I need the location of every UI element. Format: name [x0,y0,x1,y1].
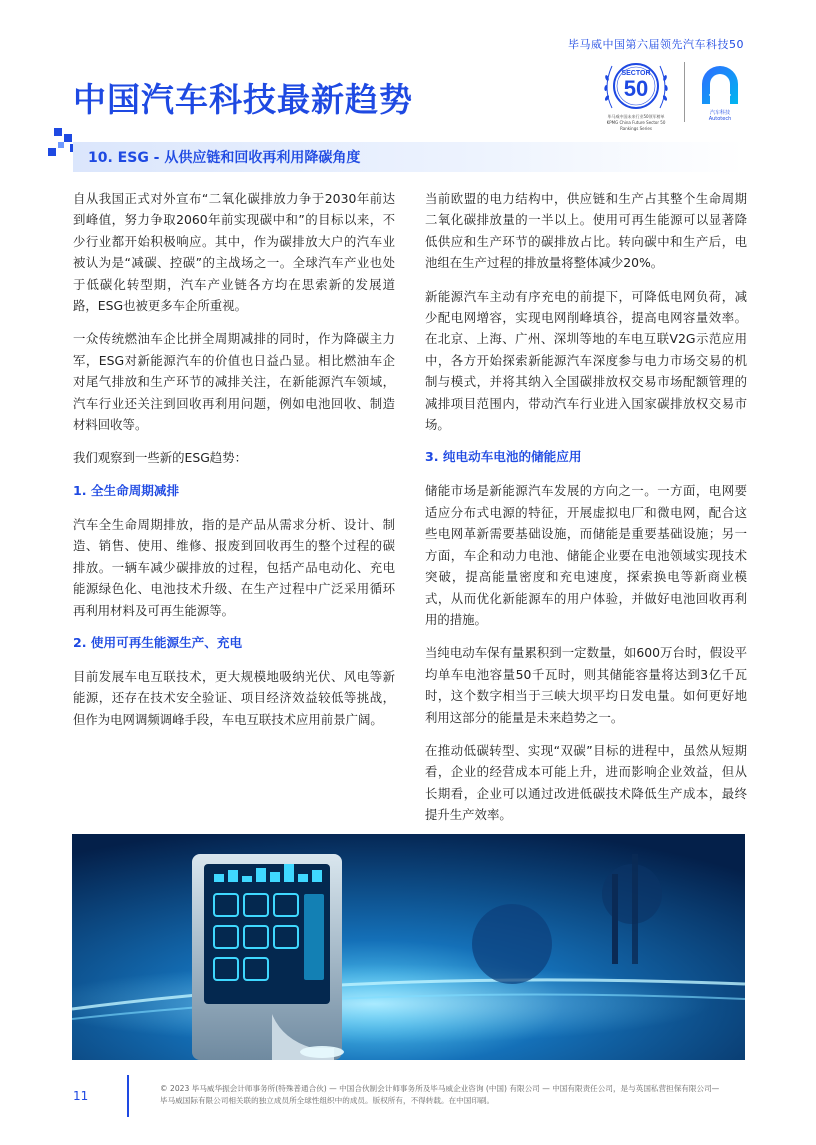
left-column [73,188,395,742]
subheading: 1. 全生命周期减排 [73,482,180,498]
copyright-line-1: © 2023 毕马威华振会计师事务所(特殊普通合伙) — 中国合伙制会计师事务所及毕马威企业咨询 (中国) 有限公司 — 中国有限责任公司，是与英国私营担保有限公司— [160,1084,720,1093]
copyright-notice [160,1083,760,1107]
subheading: 2. 使用可再生能源生产、充电 [73,634,243,650]
paragraph: 储能市场是新能源汽车发展的方向之一。一方面，电网要适应分布式电源的特征，开展虚拟电厂和微电网，配合这些电网革新需要基础设施，而储能是重要基础设施；另一方面，车企和动力电池、储能企业要在电池领域实现技术突破，提高能量密度和充电速度，探索换电等新商业模式，从而优化新能源车的用户体验，并做好电池回收再利用的措施。 [425,483,747,627]
seal-text-big: 50 [623,76,649,101]
autotech-caption-cn: 汽车科技 [709,110,730,116]
logo-divider [684,62,685,122]
seal-caption-cn: 毕马威中国未来行业50领军榜单 [607,114,665,119]
paragraph: 自从我国正式对外宣布“二氧化碳排放力争于2030年前达到峰值，努力争取2060年前实现碳中和”的目标以来，不少行业都开始积极响应。其中，作为碳排放大户的汽车业被认为是“减碳、控碳”的主战场之一。全球汽车产业也处于低碳化转型期，汽车产业链各方均在思索新的发展道路，ESG也被更多车企所重视。 [73,191,395,314]
footer-divider [127,1075,129,1117]
autotech-caption-en: Autotech [708,116,732,122]
paragraph: 当前欧盟的电力结构中，供应链和生产占其整个生命周期二氧化碳排放量的一半以上。使用可再生能源可以显著降低供应和生产环节的碳排放占比。转向碳中和生产后，电池组在生产过程的排放量将整体减少20%。 [425,191,747,271]
autotech-logo-icon [696,60,744,108]
ev-charging-photo [72,834,745,1060]
ev-charging-station-icon [72,834,745,1060]
seal-caption-en: KPMG China Future Sector 50 Rankings Series [606,120,666,131]
paragraph: 汽车全生命周期排放，指的是产品从需求分析、设计、制造、销售、使用、维修、报废到回收再生的整个过程的碳排放。一辆车减少碳排放的过程，包括产品电动化、充电能源绿色化、电池技术升级、在生产过程中广泛采用循环再利用材料及可再生能源等。 [73,516,395,618]
paragraph: 新能源汽车主动有序充电的前提下，可降低电网负荷，减少配电网增容，实现电网削峰填谷，提高电网容量效率。在北京、上海、广州、深圳等地的车电互联V2G示范应用中，各方开始探索新能源汽车深度参与电力市场交易的机制与模式，并将其纳入全国碳排放权交易市场配额管理的减排项目范围内，带动汽车行业进入国家碳排放权交易市场。 [425,288,747,433]
subheading: 3. 纯电动车电池的储能应用 [425,449,582,465]
autotech-caption [696,110,744,122]
paragraph: 在推动低碳转型、实现“双碳”目标的进程中，虽然从短期看，企业的经营成本可能上升，进而影响企业效益，但从长期看，企业可以通过改进低碳技术降低生产成本，最终提升生产效率。 [425,742,747,823]
report-series-label: 毕马威中国第六届领先汽车科技50 [568,38,744,51]
copyright-line-2: 毕马威国际有限公司相关联的独立成员所全球性组织中的成员。版权所有，不得转载。在中国印刷。 [160,1096,495,1105]
paragraph: 目前发展车电互联技术，更大规模地吸纳光伏、风电等新能源，还存在技术安全验证、项目经济效益较低等挑战，但作为电网调频调峰手段，车电互联技术应用前景广阔。 [73,668,395,727]
page-title: 中国汽车科技最新趋势 [73,80,413,119]
paragraph: 当纯电动车保有量累积到一定数量，如600万台时，假设平均单车电池容量50千瓦时，则其储能容量将达到3亿千瓦时，这个数字相当于三峡大坝平均日发电量。如何更好地利用这部分的能量是未来趋势之一。 [425,645,747,725]
seal-text-top: SECTOR [621,70,651,77]
paragraph: 一众传统燃油车企比拼全周期减排的同时，作为降碳主力军，ESG对新能源汽车的价值也日益凸显。相比燃油车企对尾气排放和生产环节的减排关注，在新能源汽车领域，汽车行业还关注到回收再利用问题，例如电池回收、制造材料回收等。 [73,331,395,433]
right-column [425,188,747,838]
paragraph: 我们观察到一些新的ESG趋势： [73,450,247,466]
page-number: 11 [73,1089,89,1103]
section-title: 10. ESG - 从供应链和回收再利用降碳角度 [88,150,361,166]
seal-caption [598,114,674,132]
